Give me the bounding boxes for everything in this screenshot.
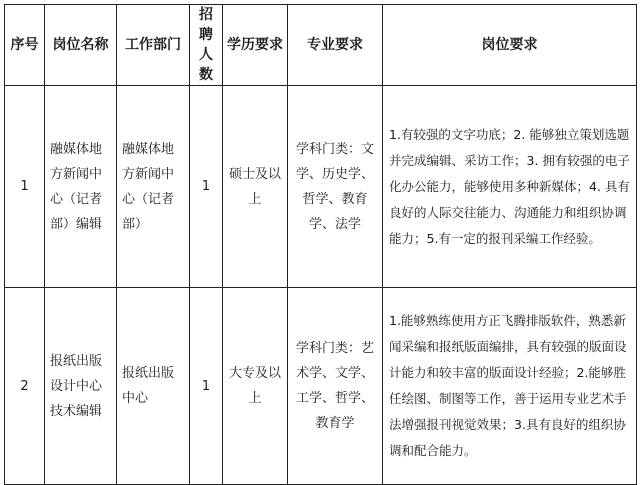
row-major: 学科门类：艺术学、文学、工学、哲学、教育学 xyxy=(288,288,383,485)
header-position-name: 岗位名称 xyxy=(45,5,117,86)
row-education: 硕士及以上 xyxy=(223,86,288,288)
row-quota: 1 xyxy=(190,288,223,485)
header-quota: 招聘人数 xyxy=(190,5,223,86)
table-header-row xyxy=(5,5,637,86)
header-department: 工作部门 xyxy=(117,5,190,86)
row-requirements: 1.有较强的文字功底；2. 能够独立策划选题并完成编辑、采访工作；3. 拥有较强的电子化办公能力，能够使用多种新媒体；4. 具有良好的人际交往能力、沟通能力和组织协调能力；5.有一定的报刊采编工作经验。 xyxy=(383,86,637,288)
row-department: 融媒体地方新闻中心（记者部） xyxy=(117,86,190,288)
row-education: 大专及以上 xyxy=(223,288,288,485)
row-position-name: 报纸出版设计中心技术编辑 xyxy=(45,288,117,485)
header-education: 学历要求 xyxy=(223,5,288,86)
job-requirements-table xyxy=(4,4,637,485)
row-major: 学科门类：文学、历史学、哲学、教育学、法学 xyxy=(288,86,383,288)
header-index: 序号 xyxy=(5,5,45,86)
row-department: 报纸出版中心 xyxy=(117,288,190,485)
header-major: 专业要求 xyxy=(288,5,383,86)
row-quota: 1 xyxy=(190,86,223,288)
row-index: 1 xyxy=(5,86,45,288)
row-requirements: 1.能够熟练使用方正飞腾排版软件，熟悉新闻采编和报纸版面编排，具有较强的版面设计能力和较丰富的版面设计经验；2.能够胜任绘图、制图等工作，善于运用专业艺术手法增强报刊视觉效果；3.具有良好的组织协调和配合能力。 xyxy=(383,288,637,485)
table-row xyxy=(5,86,637,288)
row-position-name: 融媒体地方新闻中心（记者部）编辑 xyxy=(45,86,117,288)
table-row xyxy=(5,288,637,485)
header-requirements: 岗位要求 xyxy=(383,5,637,86)
row-index: 2 xyxy=(5,288,45,485)
